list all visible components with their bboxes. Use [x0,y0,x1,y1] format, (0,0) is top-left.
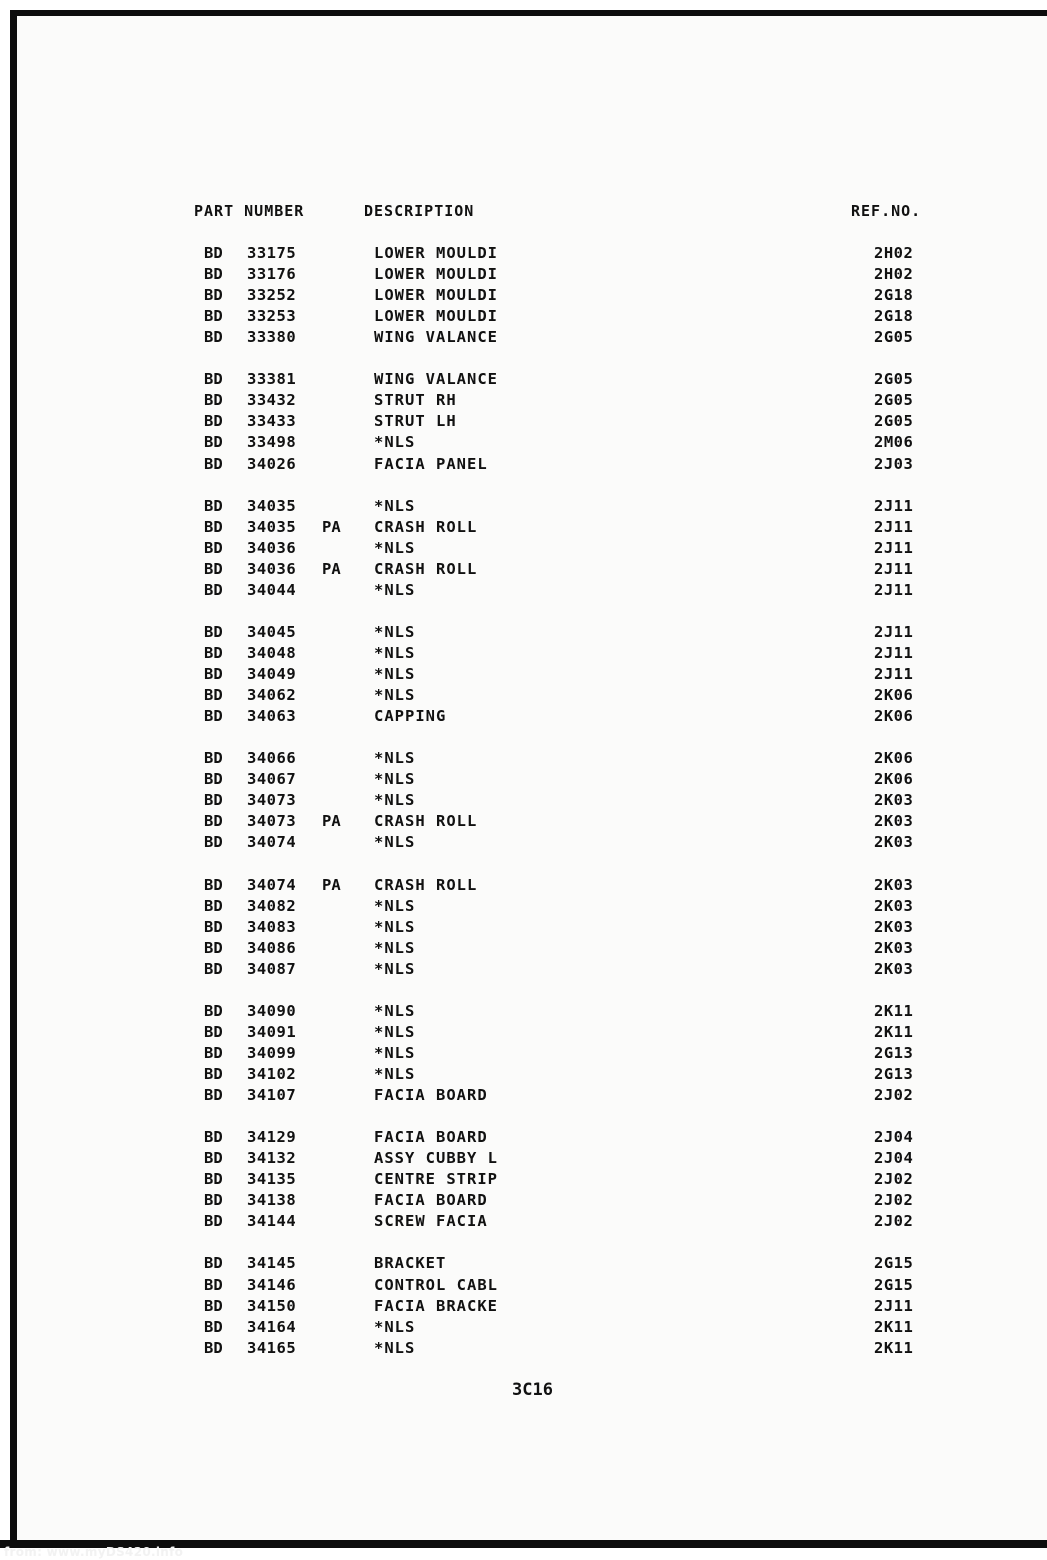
part-prefix: BD [204,1338,223,1357]
part-description: *NLS [374,896,416,915]
ref-number: 2J02 [874,1212,914,1231]
ref-number: 2K03 [874,938,914,957]
part-number: 34107 [247,1086,297,1104]
part-number: 34035 [247,517,297,536]
part-prefix: BD [204,622,223,641]
ref-number: 2K06 [874,770,914,789]
ref-number: 2H02 [874,244,914,262]
table-row [0,1297,1047,1318]
part-prefix: BD [204,707,223,726]
part-prefix: BD [204,454,223,473]
part-prefix: BD [204,917,223,936]
ref-number: 2J11 [874,559,914,578]
part-number: 34165 [247,1338,297,1357]
part-prefix: BD [204,770,223,789]
part-description: *NLS [374,1065,416,1083]
part-number: 33381 [247,370,297,389]
ref-number: 2H02 [874,265,914,284]
part-number: 34035 [247,496,297,515]
part-description: *NLS [374,622,416,641]
part-number: 33252 [247,286,297,305]
table-row [0,244,1047,265]
table-row [0,1170,1047,1191]
table-row [0,1318,1047,1339]
part-prefix: BD [204,938,223,957]
table-row [0,897,1047,918]
table-row [0,876,1047,897]
ref-number: 2K03 [874,833,914,852]
part-number: 34086 [247,938,297,957]
part-prefix: BD [204,749,223,768]
part-description: *NLS [374,833,416,852]
table-row [0,560,1047,581]
table-row [0,1254,1047,1275]
part-number: 34063 [247,707,297,726]
ref-number: 2J02 [874,1191,914,1210]
part-description: *NLS [374,580,416,599]
ref-number: 2J04 [874,1149,914,1168]
part-number: 34150 [247,1296,297,1315]
part-prefix: BD [204,496,223,515]
part-description: *NLS [374,938,416,957]
table-row [0,370,1047,391]
part-prefix: BD [204,412,223,431]
table-row [0,307,1047,328]
ref-number: 2K06 [874,686,914,705]
part-description: LOWER MOULDI [374,286,498,305]
table-row [0,623,1047,644]
part-description: CRASH ROLL [374,517,478,536]
part-prefix: BD [204,286,223,305]
table-row [0,1191,1047,1212]
table-row [0,1128,1047,1149]
part-prefix: BD [204,896,223,915]
part-description: *NLS [374,791,416,810]
part-prefix: BD [204,559,223,578]
part-number: 34102 [247,1065,297,1083]
part-description: *NLS [374,1022,416,1041]
source-footer: from: www.myDS420.info [4,1545,184,1559]
part-description: BRACKET [374,1254,447,1273]
ref-number: 2G05 [874,328,914,347]
ref-number: 2G15 [874,1254,914,1273]
part-description: SCREW FACIA [374,1212,488,1231]
part-prefix: BD [204,833,223,852]
part-prefix: BD [204,686,223,705]
part-number: 34135 [247,1170,297,1189]
part-description: LOWER MOULDI [374,307,498,326]
part-number: 33432 [247,391,297,410]
part-prefix: BD [204,370,223,389]
part-description: ASSY CUBBY L [374,1149,498,1168]
part-suffix: PA [322,517,341,536]
ref-number: 2K03 [874,812,914,831]
ref-number: 2G05 [874,412,914,431]
part-prefix: BD [204,1317,223,1336]
table-row [0,497,1047,518]
part-description: *NLS [374,686,416,705]
part-prefix: BD [204,1191,223,1210]
part-number: 34026 [247,454,297,473]
part-prefix: BD [204,538,223,557]
ref-number: 2J11 [874,622,914,641]
part-number: 34074 [247,833,297,852]
ref-number: 2J11 [874,1296,914,1315]
ref-number: 2K06 [874,707,914,726]
part-number: 34074 [247,875,297,894]
ref-number: 2J11 [874,538,914,557]
part-prefix: BD [204,1043,223,1062]
table-row [0,1212,1047,1233]
part-number: 34129 [247,1128,297,1147]
ref-number: 2G13 [874,1065,914,1083]
part-description: LOWER MOULDI [374,265,498,284]
table-row [0,1065,1047,1086]
ref-number: 2K06 [874,749,914,768]
table-row [0,1149,1047,1170]
part-prefix: BD [204,391,223,410]
part-description: *NLS [374,496,416,515]
part-prefix: BD [204,1022,223,1041]
ref-number: 2J11 [874,665,914,683]
part-number: 34144 [247,1212,297,1231]
part-suffix: PA [322,559,341,578]
ref-number: 2K03 [874,875,914,894]
part-prefix: BD [204,959,223,978]
part-number: 34082 [247,896,297,915]
part-number: 33176 [247,265,297,284]
table-row [0,749,1047,770]
table-row [0,265,1047,286]
part-number: 33433 [247,412,297,431]
part-prefix: BD [204,1001,223,1020]
table-row [0,918,1047,939]
part-number: 34036 [247,559,297,578]
table-row [0,455,1047,476]
part-description: *NLS [374,1338,416,1357]
part-number: 34073 [247,812,297,831]
table-row [0,391,1047,412]
part-number: 34132 [247,1149,297,1168]
table-row [0,939,1047,960]
part-number: 34067 [247,770,297,789]
part-number: 34045 [247,622,297,641]
part-description: CRASH ROLL [374,559,478,578]
ref-number: 2J02 [874,1086,914,1104]
part-description: STRUT LH [374,412,457,431]
part-prefix: BD [204,1212,223,1231]
ref-number: 2K11 [874,1317,914,1336]
part-prefix: BD [204,1149,223,1168]
part-prefix: BD [204,307,223,326]
table-row [0,833,1047,854]
table-row [0,539,1047,560]
part-description: CRASH ROLL [374,875,478,894]
part-number: 33253 [247,307,297,326]
table-row [0,433,1047,454]
table-row [0,791,1047,812]
part-suffix: PA [322,875,341,894]
table-row [0,412,1047,433]
ref-number: 2J02 [874,1170,914,1189]
part-number: 33498 [247,433,297,452]
part-number: 34090 [247,1001,297,1020]
table-row [0,1002,1047,1023]
part-prefix: BD [204,875,223,894]
ref-number: 2G05 [874,370,914,389]
table-row [0,644,1047,665]
part-description: CRASH ROLL [374,812,478,831]
part-prefix: BD [204,1128,223,1147]
table-row [0,1023,1047,1044]
part-prefix: BD [204,517,223,536]
ref-number: 2K11 [874,1001,914,1020]
ref-number: 2J11 [874,643,914,662]
part-prefix: BD [204,265,223,284]
table-row [0,1086,1047,1107]
header-description: DESCRIPTION [364,202,475,220]
part-prefix: BD [204,791,223,810]
part-prefix: BD [204,665,223,683]
part-prefix: BD [204,643,223,662]
part-description: LOWER MOULDI [374,244,498,262]
part-description: *NLS [374,665,416,683]
part-prefix: BD [204,1086,223,1104]
ref-number: 2G13 [874,1043,914,1062]
table-row [0,1044,1047,1065]
part-number: 34044 [247,580,297,599]
table-row [0,518,1047,539]
part-number: 34048 [247,643,297,662]
part-suffix: PA [322,812,341,831]
part-description: FACIA PANEL [374,454,488,473]
part-description: *NLS [374,433,416,452]
table-row [0,665,1047,686]
part-prefix: BD [204,1275,223,1294]
ref-number: 2G18 [874,286,914,305]
table-row [0,286,1047,307]
part-prefix: BD [204,1296,223,1315]
part-prefix: BD [204,244,223,262]
part-number: 34146 [247,1275,297,1294]
part-description: CENTRE STRIP [374,1170,498,1189]
page-number: 3C16 [512,1380,553,1400]
part-description: *NLS [374,1001,416,1020]
part-description: WING VALANCE [374,370,498,389]
header-part-number: PART NUMBER [194,202,305,220]
table-row [0,328,1047,349]
ref-number: 2G15 [874,1275,914,1294]
ref-number: 2M06 [874,433,914,452]
part-number: 34062 [247,686,297,705]
ref-number: 2K03 [874,917,914,936]
ref-number: 2G18 [874,307,914,326]
part-number: 34164 [247,1317,297,1336]
part-description: STRUT RH [374,391,457,410]
header-ref-no: REF.NO. [851,202,922,220]
part-number: 34049 [247,665,297,683]
part-number: 34145 [247,1254,297,1273]
part-number: 33175 [247,244,297,262]
ref-number: 2J03 [874,454,914,473]
ref-number: 2J04 [874,1128,914,1147]
part-description: WING VALANCE [374,328,498,347]
ref-number: 2K11 [874,1022,914,1041]
ref-number: 2J11 [874,517,914,536]
part-number: 33380 [247,328,297,347]
part-description: FACIA BOARD [374,1128,488,1147]
part-description: *NLS [374,959,416,978]
ref-number: 2K03 [874,896,914,915]
part-number: 34087 [247,959,297,978]
part-prefix: BD [204,328,223,347]
part-description: *NLS [374,538,416,557]
part-number: 34138 [247,1191,297,1210]
ref-number: 2G05 [874,391,914,410]
ref-number: 2K03 [874,791,914,810]
part-number: 34083 [247,917,297,936]
part-description: *NLS [374,749,416,768]
table-row [0,581,1047,602]
part-description: *NLS [374,917,416,936]
ref-number: 2J11 [874,496,914,515]
part-description: *NLS [374,643,416,662]
part-number: 34099 [247,1043,297,1062]
part-prefix: BD [204,1170,223,1189]
part-description: *NLS [374,1043,416,1062]
part-prefix: BD [204,580,223,599]
table-row [0,1276,1047,1297]
part-prefix: BD [204,812,223,831]
table-row [0,770,1047,791]
table-row [0,1339,1047,1360]
part-prefix: BD [204,1065,223,1083]
table-row [0,686,1047,707]
part-description: FACIA BRACKE [374,1296,498,1315]
part-description: CONTROL CABL [374,1275,498,1294]
ref-number: 2K03 [874,959,914,978]
part-description: *NLS [374,770,416,789]
ref-number: 2J11 [874,580,914,599]
part-prefix: BD [204,433,223,452]
part-description: FACIA BOARD [374,1191,488,1210]
part-number: 34073 [247,791,297,810]
part-number: 34066 [247,749,297,768]
part-number: 34091 [247,1022,297,1041]
part-description: *NLS [374,1317,416,1336]
ref-number: 2K11 [874,1338,914,1357]
part-prefix: BD [204,1254,223,1273]
part-description: CAPPING [374,707,447,726]
part-description: FACIA BOARD [374,1086,488,1104]
table-row [0,707,1047,728]
part-number: 34036 [247,538,297,557]
table-row [0,812,1047,833]
table-row [0,960,1047,981]
